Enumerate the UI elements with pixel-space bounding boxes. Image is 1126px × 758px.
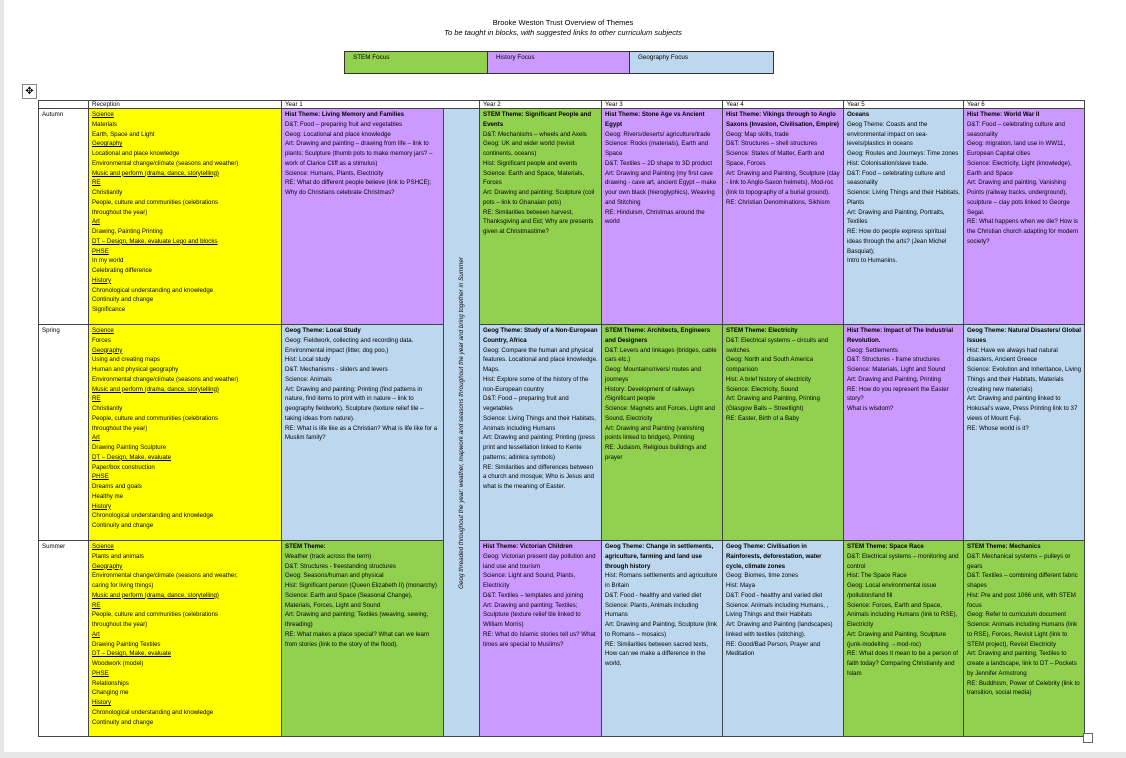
cell-line: Hist: Significant person (Queen Elizabeth II) (monarchy): [285, 582, 437, 589]
cell-line: Geog: Fieldwork, collecting and recording data. Environmental impact (litter, dog poo,): [285, 336, 414, 354]
cell-line: Geog: North and South America comparison: [726, 356, 814, 373]
term-row-autumn: [39, 109, 1085, 325]
themes-table: [38, 100, 1085, 737]
reception-line: Environmental change/climate (seasons and weather): [92, 375, 239, 383]
cell-line: RE: Similarities and differences between a church and mosque; Who is Jesus and what is the meaning of Easter.: [483, 463, 594, 490]
cell-line: D&T: Food – preparing fruit and vegetables: [483, 395, 569, 412]
cell-line: D&T: Levers and linkages (bridges, cable cars etc.): [605, 346, 717, 364]
cell-line: Science: Humans, Plants, Electricity: [285, 169, 384, 177]
cell-line: Hist: Colonisation/slave trade.: [847, 159, 929, 167]
cell-line: STEM Theme: Electricity: [726, 327, 798, 334]
cell-line: RE: Buddhism, Power of Celebrity (link to transition, social media): [967, 679, 1080, 697]
cell-line: Art: Drawing and Painting (landscapes) linked with textiles (stitching).: [726, 621, 833, 638]
reception-line: Art: [92, 630, 100, 638]
cell-line: Geog: Refer to curriculum document: [967, 611, 1066, 619]
cell-line: RE: How do people express spiritual ideas through the arts? (Jean Michel Basquiat);: [847, 228, 947, 255]
reception-line: Science: [92, 327, 114, 334]
reception-line: Christianity: [92, 405, 123, 412]
cell-line: Hist: Explore some of the history of the non-European country: [483, 375, 589, 393]
cell-line: Hist Theme: World War II: [967, 111, 1040, 118]
reception-line: Relationships: [92, 679, 129, 687]
cell-line: Hist: A brief history of electricity: [726, 375, 811, 383]
cell-line: Art: Drawing and Painting, Printing (Glasgow Balls – Streetlight): [726, 395, 820, 412]
reception-cell: [89, 109, 282, 325]
cell-line: Geog: Map skills, trade: [726, 130, 789, 138]
reception-line: Celebrating difference: [92, 267, 152, 274]
cell-line: Geog: Settlements: [847, 346, 898, 354]
cell-line: D&T: Food – preparing fruit and vegetables: [285, 120, 403, 128]
reception-line: Geography: [92, 346, 123, 354]
reception-line: People, culture and communities (celebrations: [92, 414, 218, 422]
header-year-5: Year 5: [844, 101, 964, 109]
document-header: [0, 18, 1126, 38]
cell-line: Hist: Romans settlements and agriculture in Britain: [605, 572, 718, 589]
cell-line: Hist: Pre and post 1066 unit, with STEM focus: [967, 591, 1076, 609]
cell-line: Science: Earth and Space, Materials, Forces: [483, 169, 585, 187]
cell-line: D&T: Electrical systems – monitoring and control: [847, 552, 959, 570]
year-6-cell: [964, 541, 1085, 737]
cell-line: Science: Magnets and Forces, Light and Sound, Electricity: [605, 405, 715, 422]
cell-line: Geog: Biomes, time zones: [726, 572, 799, 580]
focus-legend: [345, 51, 774, 76]
cell-line: STEM Theme: Significant People and Events: [483, 111, 592, 128]
reception-line: caring for living things): [92, 582, 154, 589]
reception-line: Healthy me: [92, 492, 124, 500]
cell-line: Geog: Victorian present day pollution and land use and tourism: [483, 552, 596, 570]
reception-line: Drawing Painting Sculpture: [92, 444, 167, 451]
cell-line: Geog: Seasons/human and physical: [285, 572, 384, 580]
cell-line: RE: How do you represent the Easter story?: [847, 385, 949, 403]
year-1-cell: [282, 109, 444, 325]
cell-line: Geog: UK and wider world (revisit continents, oceans): [483, 140, 575, 157]
page-bottom-margin: [0, 752, 1126, 758]
cell-line: Geog: Locational and place knowledge: [285, 130, 391, 138]
term-row-spring: [39, 325, 1085, 541]
header-year-6: Year 6: [964, 101, 1085, 109]
cell-line: D&T: Structures - frame structures: [847, 356, 940, 364]
cell-line: Art: Drawing and painting linked to Hokusai's wave, Press Printing link to 37 views of Mount Fuji.: [967, 395, 1078, 422]
cell-line: Art: Drawing and Painting, Sculpture (junk-modelling →mod-roc): [847, 630, 946, 648]
header-year-1: Year 1: [282, 101, 480, 109]
reception-line: People, culture and communities (celebrations: [92, 198, 218, 206]
year-1-cell: [282, 541, 444, 737]
year-6-cell: [964, 109, 1085, 325]
cell-line: D&T: Electrical systems – circuits and switches: [726, 336, 829, 354]
cell-line: Art: Drawing and Painting, Sculpture (clay - link to Anglo-Saxon helmets), Mod-roc (link to topography of a burial ground).: [726, 169, 840, 196]
reception-line: People, culture and communities (celebrations: [92, 611, 218, 619]
reception-line: PHSE: [92, 247, 109, 255]
cell-line: D&T: Mechanisms – wheels and Axels: [483, 130, 587, 138]
reception-line: Dreams and goals: [92, 483, 142, 490]
move-arrows-icon[interactable]: ✥: [22, 84, 37, 99]
reception-line: Science: [92, 543, 114, 550]
reception-line: RE: [92, 395, 101, 403]
cell-line: Geog Theme: Natural Disasters/ Global Issues: [967, 327, 1081, 344]
year-6-cell: [964, 325, 1085, 541]
reception-line: throughout the year): [92, 208, 148, 216]
reception-line: Environmental change/climate (seasons and weather,: [92, 572, 238, 580]
reception-line: PHSE: [92, 669, 109, 677]
cell-line: RE: Whose world is it?: [967, 424, 1029, 432]
reception-line: Paper/box construction: [92, 463, 155, 471]
cell-line: Science: States of Matter, Earth and Space, Forces: [726, 150, 825, 167]
header-year-3: Year 3: [602, 101, 723, 109]
cell-line: Intro to Humanins.: [847, 257, 898, 265]
cell-line: RE: Similarities between harvest, Thanksgiving and Eid; Why are presents given at Christmastime?: [483, 208, 594, 235]
cell-line: Science: Evolution and Inheritance, Living Things and their Habitats, Materials (creating new materials): [967, 366, 1082, 393]
reception-line: Continuity and change: [92, 718, 154, 726]
term-row-summer: [39, 541, 1085, 737]
reception-line: Christianity: [92, 189, 123, 196]
cell-line: Art: Drawing and Painting, Portraits, Textiles: [847, 208, 945, 226]
year-2-cell: [480, 541, 602, 737]
cell-line: RE: Christian Denominations, Sikhism: [726, 198, 830, 206]
cell-line: Geog Theme: Coasts and the environmental impact on sea-levels/plastics in oceans: [847, 120, 928, 148]
reception-line: Music and perform (drama, dance, storytelling): [92, 591, 219, 599]
reception-cell: [89, 325, 282, 541]
reception-line: Using and creating maps: [92, 356, 160, 364]
reception-line: Human and physical geography: [92, 366, 179, 373]
term-label: Spring: [39, 325, 89, 541]
reception-line: Drawing Painting Textiles: [92, 640, 161, 648]
reception-line: Science: [92, 111, 114, 118]
year-5-cell: [844, 541, 964, 737]
cell-line: D&T: Mechanisms - sliders and levers: [285, 366, 388, 373]
cell-line: RE: Similarities between sacred texts, How can we make a difference in the world,: [605, 640, 709, 667]
reception-line: DT – Design, Make, evaluate: [92, 453, 172, 461]
cell-line: Science: Electricity, Light (knowledge), Earth and Space: [967, 159, 1072, 177]
reception-line: PHSE: [92, 473, 109, 481]
cell-line: History: Development of railways /Significant people: [605, 385, 695, 403]
reception-line: Materials: [92, 120, 117, 128]
reception-line: Continuity and change: [92, 296, 154, 304]
reception-line: Art: [92, 218, 100, 226]
cell-line: Art: Drawing and painting; Textiles (weaving, sewing, threading): [285, 611, 429, 628]
cell-line: Hist: Have we always had natural disasters, Ancient Greece: [967, 346, 1058, 364]
cell-line: Hist Theme: Living Memory and Families: [285, 111, 405, 118]
reception-line: Significance: [92, 306, 126, 313]
legend-geography: Geography Focus: [629, 51, 774, 74]
reception-line: Changing me: [92, 689, 129, 697]
reception-line: Geography: [92, 562, 123, 570]
cell-line: Science: Materials, Light and Sound: [847, 366, 946, 373]
cell-line: Geog: Local environmental issue /pollution/land fill: [847, 582, 937, 599]
page-left-margin: [0, 0, 4, 758]
cell-line: What is wisdom?: [847, 405, 894, 412]
cell-line: D&T: Mechanical systems – pulleys or gears: [967, 552, 1071, 570]
cell-line: Geog: migration, land use in WW11, European Capital cities: [967, 140, 1066, 157]
reception-cell: [89, 541, 282, 737]
header-reception: Reception: [89, 101, 282, 109]
cell-line: Geog Theme: Change in settlements, agriculture, farming and land use through history: [605, 543, 714, 570]
reception-line: RE: [92, 601, 101, 609]
document-subtitle: To be taught in blocks, with suggested links to other curriculum subjects: [444, 28, 682, 37]
cell-line: Hist: The Space Race: [847, 572, 907, 580]
reception-line: throughout the year): [92, 424, 148, 432]
header-row: [39, 101, 1085, 109]
reception-line: Art: [92, 434, 100, 442]
cell-line: Geog Theme: Civilisation in Rainforests, deforestation, water cycle, climate zones: [726, 543, 822, 570]
cell-line: Art: Drawing and painting; Printing (press print and tessellation linked to Kente patterns; adinkra symbols): [483, 434, 595, 461]
header-year-2: Year 2: [480, 101, 602, 109]
reception-line: History: [92, 699, 112, 706]
cell-line: STEM Theme: Space Race: [847, 543, 924, 550]
cell-line: D&T: Food - healthy and varied diet: [605, 591, 702, 599]
cell-line: RE: Hinduism, Christmas around the world: [605, 208, 705, 226]
cell-line: Geog: Routes and Journeys: Time zones: [847, 150, 959, 157]
cell-line: Geog Theme: Study of a Non-European Country, Africa: [483, 327, 598, 344]
year-4-cell: [723, 325, 844, 541]
cell-line: D&T: Food – celebrating culture and seasonality: [967, 120, 1065, 138]
cell-line: STEM Theme:: [285, 543, 326, 550]
cell-line: Hist Theme: Stone Age vs Ancient Egypt: [605, 111, 705, 128]
reception-line: Chronological understanding and knowledge: [92, 286, 214, 294]
cell-line: STEM Theme: Mechanics: [967, 543, 1041, 550]
year-3-cell: [602, 109, 723, 325]
cell-line: Science: Rocks (materials), Earth and Space: [605, 140, 709, 157]
cell-line: Geog: Compare the human and physical features. Locational and place knowledge. Maps.: [483, 346, 598, 373]
reception-line: Music and perform (drama, dance, storytelling): [92, 385, 219, 393]
cell-line: Weather (track across the term): [285, 552, 372, 560]
cell-line: D&T: Food - healthy and varied diet: [726, 591, 823, 599]
cell-line: Art: Drawing and painting, Textiles to create a landscape, link to DT – Pockets by Jennifer Armstrong: [967, 650, 1077, 677]
cell-line: Hist: Significant people and events: [483, 159, 578, 167]
cell-line: Hist Theme: Victorian Children: [483, 543, 573, 550]
cell-line: RE: What do different people believe (link to PSHCE); Why do Christians celebrate Christmas?: [285, 179, 432, 196]
reception-line: Forces: [92, 336, 111, 344]
cell-line: D&T: Textiles – 2D shape to 3D product: [605, 159, 713, 167]
reception-line: DT – Design, Make, evaluate Lego and blocks: [92, 237, 218, 245]
cell-line: Art: Drawing and Painting (vanishing points linked to bridges), Printing: [605, 424, 705, 442]
legend-history: History Focus: [487, 51, 630, 74]
year-3-cell: [602, 541, 723, 737]
cell-line: RE: What does it mean to be a person of faith today? Comparing Christianity and Islam: [847, 650, 958, 677]
cell-line: Hist Theme: Impact of The Industrial Revolution.: [847, 327, 954, 344]
cell-line: Science: Animals including Humans (link to RSE), Forces, Revisit Light (link to STEM project), Revisit Electricity: [967, 621, 1078, 648]
geography-thread-column: [444, 109, 480, 737]
year-4-cell: [723, 109, 844, 325]
reception-line: History: [92, 276, 112, 284]
cell-line: Hist: Maya: [726, 582, 756, 589]
cell-line: Geog Theme: Local Study: [285, 327, 361, 334]
cell-line: Art: Drawing and Painting, Sculpture (link to Romans – mosaics): [605, 621, 717, 638]
cell-line: STEM Theme: Architects, Engineers and Designers: [605, 327, 711, 344]
cell-line: Art: Drawing and Painting, Printing: [847, 375, 941, 383]
cell-line: D&T: Structures - freestanding structures: [285, 562, 396, 570]
document-title: Brooke Weston Trust Overview of Themes: [492, 18, 634, 27]
reception-line: Drawing, Painting Printing: [92, 228, 163, 235]
cell-line: Geog: Rivers/deserts/ agriculture/trade: [605, 130, 711, 138]
cell-line: D&T: Textiles – combining different fabric shapes: [967, 572, 1078, 589]
cell-line: Science: Light and Sound, Plants, Electricity: [483, 572, 576, 589]
cell-line: RE: Good/Bad Person, Prayer and Meditation: [726, 640, 821, 658]
cell-line: Science: Animals including Humans, , Living Things and their Habitats: [726, 601, 829, 619]
reception-line: Chronological understanding and knowledge: [92, 512, 214, 520]
reception-line: Continuity and change: [92, 522, 154, 529]
cell-line: RE: Easter, Birth of a Baby: [726, 414, 800, 422]
year-1-cell: [282, 325, 444, 541]
cell-line: Science: Electricity, Sound: [726, 385, 799, 393]
cell-line: RE: What do Islamic stories tell us? What times are special to Muslims?: [483, 630, 596, 648]
reception-line: Geography: [92, 140, 123, 148]
reception-line: Environmental change/climate (seasons and weather): [92, 159, 239, 167]
cell-line: Art: Drawing and painting – drawing from life – link to plants; Sculpture (thumb pots to make memory jars? – work of Clarice Cliff as a stimulus): [285, 140, 433, 167]
year-5-cell: [844, 109, 964, 325]
cell-line: Science: Living Things and their Habitats, Plants: [847, 189, 960, 206]
reception-line: In my world: [92, 257, 124, 265]
cell-line: Art: Drawing and painting; Textiles; Sculpture (texture relief tile linked to William Morris): [483, 601, 581, 628]
cell-line: Art: Drawing and painting; Printing (find patterns in nature, find items to print with in nature – link to geography fieldwork), Sculpture (texture relief tile – taking ideas from nature).: [285, 385, 424, 422]
legend-stem: STEM Focus: [344, 51, 488, 74]
cell-line: D&T: Textiles – templates and joining: [483, 591, 584, 599]
reception-line: throughout the year): [92, 621, 148, 628]
cell-line: Science: Living Things and their Habitats, Animals including Humans: [483, 414, 596, 432]
term-label: Summer: [39, 541, 89, 737]
cell-line: Science: Forces, Earth and Space, Animals including Humans (link to RSE), Electricity: [847, 601, 958, 628]
year-4-cell: [723, 541, 844, 737]
cell-line: RE: What happens when we die? How is the Christian church adapting for modern society?: [967, 218, 1079, 245]
reception-line: DT – Design, Make, evaluate: [92, 650, 172, 658]
resize-handle-icon[interactable]: [1083, 733, 1093, 743]
cell-line: D&T: Structures – shell structures: [726, 140, 818, 148]
cell-line: Art: Drawing and painting; Sculpture (coil pots – link to Ghanaian pots): [483, 189, 595, 206]
header-year-4: Year 4: [723, 101, 844, 109]
reception-line: Woodwork (model): [92, 660, 144, 667]
reception-line: Music and perform (drama, dance, storytelling): [92, 169, 219, 177]
cell-line: RE: What makes a place special? What can we learn from stories (link to the story of the flood).: [285, 630, 430, 648]
year-3-cell: [602, 325, 723, 541]
cell-line: Science: Plants, Animals including Humans: [605, 601, 699, 619]
cell-line: Art: Drawing and painting, Vanishing Points (railway tracks, underground), sculpture – clay pots linked to George Segal.: [967, 179, 1070, 216]
geography-thread-note: Geog threaded throughout the year: weather, mapwork and seasons throughout the year and bring together in Summer: [457, 256, 465, 589]
cell-line: Oceans: [847, 111, 870, 118]
cell-line: Geog: Mountains/rivers/ routes and journeys: [605, 366, 701, 383]
year-5-cell: [844, 325, 964, 541]
reception-line: Locational and place knowledge: [92, 150, 180, 157]
reception-line: RE: [92, 179, 101, 187]
cell-line: Hist: Local study: [285, 356, 331, 364]
year-2-cell: [480, 325, 602, 541]
cell-line: D&T: Food – celebrating culture and seasonality: [847, 169, 945, 187]
cell-line: Science: Animals: [285, 375, 332, 383]
cell-line: Art: Drawing and Painting (my first cave drawing - cave art, ancient Egypt – make your own black (hieroglyphics), Weaving and Stitching: [605, 169, 717, 206]
term-label: Autumn: [39, 109, 89, 325]
cell-line: Hist Theme: Vikings through to Anglo Saxons (Invasion, Civilisation, Empire): [726, 111, 839, 128]
cell-line: RE: Judaism, Religious buildings and prayer: [605, 444, 707, 461]
cell-line: RE: What is life like as a Christian? What is life like for a Muslim family?: [285, 424, 438, 442]
header-corner: [39, 101, 89, 109]
reception-line: Earth, Space and Light: [92, 130, 155, 138]
reception-line: Chronological understanding and knowledge: [92, 708, 214, 716]
reception-line: Plants and animals: [92, 552, 144, 560]
reception-line: History: [92, 502, 112, 510]
cell-line: Science: Earth and Space (Seasonal Change), Materials, Forces, Light and Sound: [285, 591, 413, 609]
year-2-cell: [480, 109, 602, 325]
